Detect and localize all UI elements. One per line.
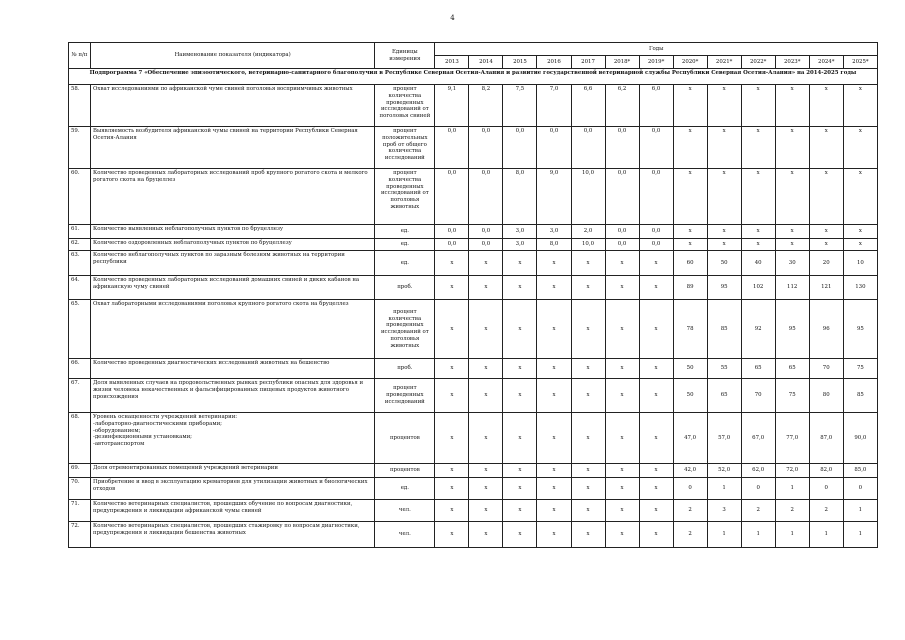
value-cell: 85 <box>707 300 741 359</box>
value-cell: x <box>605 522 639 548</box>
value-cell: 121 <box>809 276 843 300</box>
value-cell: 55 <box>707 359 741 379</box>
value-cell: x <box>741 239 775 251</box>
value-cell: 85 <box>843 379 877 413</box>
value-cell: 102 <box>741 276 775 300</box>
value-cell: x <box>469 522 503 548</box>
value-cell: 112 <box>775 276 809 300</box>
value-cell: 95 <box>775 300 809 359</box>
value-cell: 0,0 <box>605 127 639 169</box>
row-number: 59. <box>69 127 91 169</box>
value-cell: 9,1 <box>435 85 469 127</box>
value-cell: 75 <box>843 359 877 379</box>
value-cell: x <box>469 251 503 276</box>
value-cell: x <box>605 300 639 359</box>
row-number: 71. <box>69 500 91 522</box>
value-cell: x <box>435 478 469 500</box>
value-cell: x <box>469 464 503 478</box>
table-row <box>69 85 878 127</box>
value-cell: x <box>843 127 877 169</box>
unit-cell: ед. <box>375 239 435 251</box>
header-year: 2017 <box>571 56 605 69</box>
row-number: 66. <box>69 359 91 379</box>
value-cell: x <box>707 85 741 127</box>
value-cell: x <box>639 379 673 413</box>
table-row <box>69 413 878 464</box>
value-cell: x <box>639 464 673 478</box>
unit-cell: процент количества проведенных исследований от поголовья животных <box>375 169 435 225</box>
unit-cell: проб. <box>375 359 435 379</box>
header-year: 2018* <box>605 56 639 69</box>
value-cell: 1 <box>707 522 741 548</box>
value-cell: x <box>503 251 537 276</box>
value-cell: 8,0 <box>503 169 537 225</box>
value-cell: x <box>571 276 605 300</box>
value-cell: 0,0 <box>435 169 469 225</box>
value-cell: x <box>503 500 537 522</box>
value-cell: x <box>537 478 571 500</box>
value-cell: 130 <box>843 276 877 300</box>
value-cell: x <box>707 169 741 225</box>
header-year: 2022* <box>741 56 775 69</box>
value-cell: x <box>503 478 537 500</box>
value-cell: x <box>605 500 639 522</box>
value-cell: 20 <box>809 251 843 276</box>
value-cell: 72,0 <box>775 464 809 478</box>
table-row <box>69 379 878 413</box>
value-cell: x <box>741 225 775 239</box>
value-cell: 0,0 <box>469 169 503 225</box>
value-cell: x <box>469 300 503 359</box>
value-cell: 2 <box>741 500 775 522</box>
value-cell: 65 <box>741 359 775 379</box>
value-cell: 7,5 <box>503 85 537 127</box>
unit-cell: проб. <box>375 276 435 300</box>
value-cell: 0 <box>843 478 877 500</box>
header-year: 2014 <box>469 56 503 69</box>
value-cell: x <box>673 239 707 251</box>
value-cell: 30 <box>775 251 809 276</box>
header-year: 2019* <box>639 56 673 69</box>
value-cell: 62,0 <box>741 464 775 478</box>
indicator-name: Количество проведенных лабораторных исследований проб крупного рогатого скота и мелкого рогатого скота на бруцеллез <box>91 169 375 225</box>
value-cell: x <box>571 300 605 359</box>
value-cell: x <box>435 413 469 464</box>
value-cell: 0,0 <box>639 169 673 225</box>
value-cell: x <box>741 127 775 169</box>
value-cell: x <box>809 239 843 251</box>
value-cell: 3,0 <box>503 239 537 251</box>
value-cell: x <box>469 379 503 413</box>
value-cell: 3,0 <box>537 225 571 239</box>
value-cell: x <box>741 85 775 127</box>
row-number: 64. <box>69 276 91 300</box>
value-cell: x <box>605 276 639 300</box>
unit-cell: процент положительных проб от общего количества исследований <box>375 127 435 169</box>
value-cell: x <box>469 478 503 500</box>
value-cell: 2 <box>809 500 843 522</box>
header-num: № п/п <box>69 43 91 69</box>
value-cell: 82,0 <box>809 464 843 478</box>
value-cell: 10 <box>843 251 877 276</box>
indicator-name: Количество проведенных диагностических исследований животных на бешенство <box>91 359 375 379</box>
header-year: 2025* <box>843 56 877 69</box>
indicator-name: Доля отремонтированных помещений учреждений ветеринарии <box>91 464 375 478</box>
table-row <box>69 169 878 225</box>
indicator-name: Охват исследованиями по африканской чуме свиней поголовья восприимчивых животных <box>91 85 375 127</box>
value-cell: x <box>639 300 673 359</box>
value-cell: 80 <box>809 379 843 413</box>
value-cell: x <box>843 239 877 251</box>
unit-cell: процент проведенных исследований <box>375 379 435 413</box>
row-number: 65. <box>69 300 91 359</box>
value-cell: 89 <box>673 276 707 300</box>
value-cell: 77,0 <box>775 413 809 464</box>
value-cell: 3,0 <box>503 225 537 239</box>
value-cell: 2 <box>673 522 707 548</box>
value-cell: 47,0 <box>673 413 707 464</box>
value-cell: x <box>537 359 571 379</box>
value-cell: x <box>605 379 639 413</box>
unit-cell: чел. <box>375 522 435 548</box>
value-cell: 90,0 <box>843 413 877 464</box>
indicator-name: Количество выявленных неблагополучных пунктов по бруцеллезу <box>91 225 375 239</box>
value-cell: 3 <box>707 500 741 522</box>
value-cell: x <box>537 413 571 464</box>
table-body <box>69 69 878 548</box>
value-cell: 96 <box>809 300 843 359</box>
value-cell: x <box>809 127 843 169</box>
value-cell: 1 <box>775 522 809 548</box>
value-cell: x <box>809 169 843 225</box>
unit-cell: ед. <box>375 251 435 276</box>
value-cell: 8,0 <box>537 239 571 251</box>
table-row <box>69 464 878 478</box>
value-cell: x <box>673 85 707 127</box>
unit-cell: процент количества проведенных исследований от поголовья свиней <box>375 85 435 127</box>
value-cell: x <box>843 225 877 239</box>
value-cell: 0,0 <box>605 239 639 251</box>
value-cell: x <box>605 251 639 276</box>
value-cell: x <box>809 85 843 127</box>
row-number: 63. <box>69 251 91 276</box>
value-cell: x <box>537 500 571 522</box>
value-cell: x <box>435 251 469 276</box>
row-number: 68. <box>69 413 91 464</box>
header-year: 2023* <box>775 56 809 69</box>
value-cell: x <box>435 359 469 379</box>
table-row <box>69 359 878 379</box>
unit-cell: процентов <box>375 464 435 478</box>
value-cell: 50 <box>707 251 741 276</box>
indicator-name: Количество ветеринарных специалистов, прошедших обучение по вопросам диагностики, предупреждения и ликвидации африканской чумы свиней <box>91 500 375 522</box>
value-cell: x <box>469 413 503 464</box>
value-cell: x <box>571 522 605 548</box>
value-cell: 0,0 <box>469 239 503 251</box>
value-cell: x <box>503 276 537 300</box>
value-cell: x <box>469 276 503 300</box>
value-cell: 0,0 <box>503 127 537 169</box>
unit-cell: ед. <box>375 478 435 500</box>
value-cell: x <box>469 500 503 522</box>
value-cell: x <box>435 379 469 413</box>
value-cell: 1 <box>707 478 741 500</box>
value-cell: x <box>639 413 673 464</box>
value-cell: 65 <box>775 359 809 379</box>
indicator-name: Уровень оснащенности учреждений ветеринарии: -лабораторно-диагностическими приборами; -оборудованием; -дезинфекционными установками; -автотранспортом <box>91 413 375 464</box>
table-row <box>69 127 878 169</box>
value-cell: x <box>673 169 707 225</box>
value-cell: 60 <box>673 251 707 276</box>
value-cell: 1 <box>809 522 843 548</box>
table-row <box>69 276 878 300</box>
unit-cell: чел. <box>375 500 435 522</box>
value-cell: x <box>775 85 809 127</box>
value-cell: 1 <box>741 522 775 548</box>
value-cell: 52,0 <box>707 464 741 478</box>
value-cell: x <box>707 239 741 251</box>
value-cell: x <box>639 276 673 300</box>
value-cell: 0,0 <box>435 225 469 239</box>
value-cell: x <box>639 522 673 548</box>
value-cell: x <box>537 276 571 300</box>
value-cell: x <box>843 85 877 127</box>
value-cell: 0,0 <box>605 169 639 225</box>
value-cell: 0,0 <box>639 239 673 251</box>
value-cell: x <box>639 478 673 500</box>
value-cell: 10,0 <box>571 169 605 225</box>
value-cell: 85,0 <box>843 464 877 478</box>
value-cell: x <box>605 359 639 379</box>
table-header <box>69 43 878 69</box>
value-cell: 7,0 <box>537 85 571 127</box>
table-row <box>69 522 878 548</box>
value-cell: x <box>809 225 843 239</box>
value-cell: 87,0 <box>809 413 843 464</box>
header-year: 2015 <box>503 56 537 69</box>
row-number: 60. <box>69 169 91 225</box>
value-cell: x <box>537 300 571 359</box>
indicator-name: Доля выявленных случаев на продовольственных рынках республики опасных для здоровья и жизни человека некачественных и фальсифицированных пищевых продуктов животного происхождения <box>91 379 375 413</box>
unit-cell: ед. <box>375 225 435 239</box>
header-year: 2021* <box>707 56 741 69</box>
value-cell: x <box>571 464 605 478</box>
header-year: 2013 <box>435 56 469 69</box>
value-cell: x <box>605 413 639 464</box>
value-cell: x <box>537 379 571 413</box>
value-cell: 1 <box>843 500 877 522</box>
value-cell: 0 <box>741 478 775 500</box>
indicator-name: Количество неблагополучных пунктов по заразным болезням животных на территории республики <box>91 251 375 276</box>
row-number: 62. <box>69 239 91 251</box>
value-cell: 92 <box>741 300 775 359</box>
value-cell: x <box>435 300 469 359</box>
value-cell: x <box>503 522 537 548</box>
value-cell: 42,0 <box>673 464 707 478</box>
header-years-title: Годы <box>435 43 878 56</box>
value-cell: x <box>639 251 673 276</box>
header-year: 2020* <box>673 56 707 69</box>
indicator-name: Количество ветеринарных специалистов, прошедших стажировку по вопросам диагностики, предупреждения и ликвидации бешенства животных <box>91 522 375 548</box>
table-row <box>69 300 878 359</box>
value-cell: 0,0 <box>639 225 673 239</box>
value-cell: 1 <box>843 522 877 548</box>
row-number: 58. <box>69 85 91 127</box>
value-cell: x <box>503 413 537 464</box>
value-cell: 0,0 <box>537 127 571 169</box>
value-cell: x <box>775 169 809 225</box>
value-cell: 9,0 <box>537 169 571 225</box>
value-cell: 0,0 <box>469 225 503 239</box>
value-cell: 6,0 <box>639 85 673 127</box>
value-cell: x <box>537 464 571 478</box>
indicator-name: Выявляемость возбудителя африканской чумы свиней на территории Республики Северная Осетия-Алания <box>91 127 375 169</box>
value-cell: 10,0 <box>571 239 605 251</box>
value-cell: x <box>707 127 741 169</box>
indicator-name: Количество проведенных лабораторных исследований домашних свиней и диких кабанов на африканскую чуму свиней <box>91 276 375 300</box>
value-cell: x <box>537 251 571 276</box>
value-cell: x <box>435 276 469 300</box>
value-cell: x <box>571 500 605 522</box>
row-number: 69. <box>69 464 91 478</box>
indicator-name: Охват лабораторными исследованиями поголовья крупного рогатого скота на бруцеллез <box>91 300 375 359</box>
header-year: 2016 <box>537 56 571 69</box>
value-cell: x <box>469 359 503 379</box>
value-cell: x <box>537 522 571 548</box>
value-cell: x <box>571 413 605 464</box>
value-cell: 50 <box>673 359 707 379</box>
value-cell: 70 <box>741 379 775 413</box>
value-cell: 67,0 <box>741 413 775 464</box>
value-cell: x <box>775 239 809 251</box>
value-cell: 0,0 <box>639 127 673 169</box>
indicator-name: Приобретение и ввод в эксплуатацию крематориев для утилизации животных и биологических отходов <box>91 478 375 500</box>
page-number: 4 <box>450 14 455 22</box>
value-cell: 75 <box>775 379 809 413</box>
row-number: 72. <box>69 522 91 548</box>
indicators-table <box>68 42 878 548</box>
value-cell: x <box>571 379 605 413</box>
value-cell: 95 <box>843 300 877 359</box>
value-cell: x <box>673 225 707 239</box>
value-cell: 78 <box>673 300 707 359</box>
value-cell: 57,0 <box>707 413 741 464</box>
value-cell: x <box>775 225 809 239</box>
table-row <box>69 251 878 276</box>
value-cell: x <box>503 300 537 359</box>
value-cell: 8,2 <box>469 85 503 127</box>
row-number: 70. <box>69 478 91 500</box>
value-cell: x <box>435 522 469 548</box>
value-cell: x <box>605 478 639 500</box>
value-cell: 2 <box>775 500 809 522</box>
value-cell: x <box>639 359 673 379</box>
value-cell: x <box>503 464 537 478</box>
row-number: 61. <box>69 225 91 239</box>
value-cell: 40 <box>741 251 775 276</box>
value-cell: x <box>571 359 605 379</box>
value-cell: 70 <box>809 359 843 379</box>
value-cell: x <box>605 464 639 478</box>
value-cell: x <box>571 478 605 500</box>
indicator-name: Количество оздоровленных неблагополучных пунктов по бруцеллезу <box>91 239 375 251</box>
table-row <box>69 239 878 251</box>
value-cell: x <box>707 225 741 239</box>
value-cell: 0,0 <box>435 239 469 251</box>
value-cell: x <box>435 464 469 478</box>
value-cell: x <box>435 500 469 522</box>
value-cell: 0,0 <box>571 127 605 169</box>
value-cell: 0,0 <box>605 225 639 239</box>
header-year: 2024* <box>809 56 843 69</box>
value-cell: 0,0 <box>469 127 503 169</box>
value-cell: x <box>673 127 707 169</box>
table-row <box>69 500 878 522</box>
value-cell: 65 <box>707 379 741 413</box>
unit-cell: процентов <box>375 413 435 464</box>
value-cell: x <box>571 251 605 276</box>
value-cell: 95 <box>707 276 741 300</box>
value-cell: 0 <box>809 478 843 500</box>
value-cell: x <box>843 169 877 225</box>
value-cell: x <box>741 169 775 225</box>
unit-cell: процент количества проведенных исследований от поголовья животных <box>375 300 435 359</box>
value-cell: x <box>639 500 673 522</box>
value-cell: x <box>775 127 809 169</box>
value-cell: 0,0 <box>435 127 469 169</box>
header-unit: Единицы измерения <box>375 43 435 69</box>
row-number: 67. <box>69 379 91 413</box>
value-cell: 6,6 <box>571 85 605 127</box>
value-cell: 2 <box>673 500 707 522</box>
value-cell: 2,0 <box>571 225 605 239</box>
subprogram-title: Подпрограмма 7 «Обеспечение эпизоотического, ветеринарно-санитарного благополучия в Республике Северная Осетия-Алания и развитие государственной ветеринарной службы Республики Северная Осетия-Алания» на 2014-2025 годы <box>69 69 878 85</box>
header-name: Наименование показателя (индикатора) <box>91 43 375 69</box>
table-row <box>69 478 878 500</box>
value-cell: x <box>503 379 537 413</box>
value-cell: 50 <box>673 379 707 413</box>
value-cell: x <box>503 359 537 379</box>
table-row <box>69 225 878 239</box>
value-cell: 0 <box>673 478 707 500</box>
value-cell: 6,2 <box>605 85 639 127</box>
value-cell: 1 <box>775 478 809 500</box>
